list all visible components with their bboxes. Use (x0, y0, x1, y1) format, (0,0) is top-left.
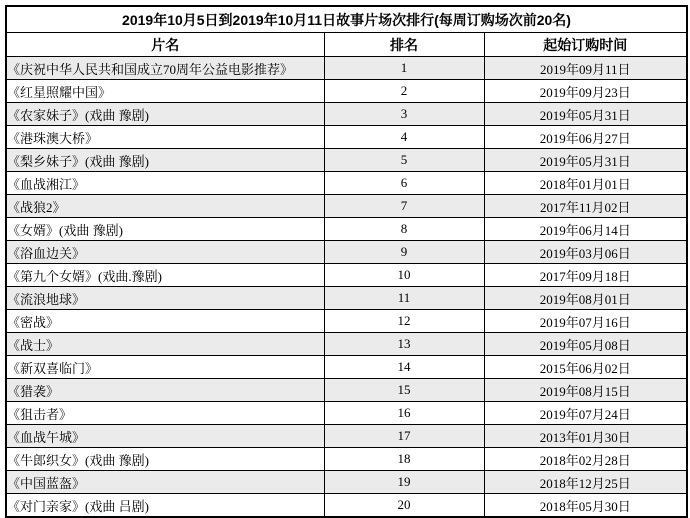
film-name-cell: 《港珠澳大桥》 (6, 126, 324, 149)
table-row (6, 218, 687, 241)
rank-cell: 6 (324, 172, 484, 195)
film-name-cell: 《中国蓝盔》 (6, 471, 324, 494)
rank-cell: 16 (324, 402, 484, 425)
film-rank-table (5, 5, 688, 518)
rank-cell: 10 (324, 264, 484, 287)
film-name-cell: 《战士》 (6, 333, 324, 356)
table-row (6, 310, 687, 333)
table-row (6, 103, 687, 126)
rank-cell: 9 (324, 241, 484, 264)
film-name-cell: 《血战湘江》 (6, 172, 324, 195)
rank-cell: 20 (324, 494, 484, 518)
film-name-cell: 《牛郎织女》(戏曲 豫剧) (6, 448, 324, 471)
table-title-row (6, 6, 687, 33)
rank-cell: 13 (324, 333, 484, 356)
date-cell: 2018年01月01日 (484, 172, 687, 195)
date-cell: 2019年09月23日 (484, 80, 687, 103)
table-row (6, 264, 687, 287)
rank-cell: 2 (324, 80, 484, 103)
film-name-cell: 《梨乡妹子》(戏曲 豫剧) (6, 149, 324, 172)
column-header-rank: 排名 (324, 33, 484, 57)
rank-cell: 5 (324, 149, 484, 172)
table-body (6, 57, 687, 518)
date-cell: 2019年05月31日 (484, 149, 687, 172)
film-name-cell: 《战狼2》 (6, 195, 324, 218)
rank-cell: 3 (324, 103, 484, 126)
film-name-cell: 《庆祝中华人民共和国成立70周年公益电影推荐》 (6, 57, 324, 80)
film-name-cell: 《新双喜临门》 (6, 356, 324, 379)
film-name-cell: 《红星照耀中国》 (6, 80, 324, 103)
film-name-cell: 《浴血边关》 (6, 241, 324, 264)
table-header-row (6, 33, 687, 57)
date-cell: 2018年12月25日 (484, 471, 687, 494)
date-cell: 2019年06月27日 (484, 126, 687, 149)
table-row (6, 80, 687, 103)
table-row (6, 356, 687, 379)
column-header-order-date: 起始订购时间 (484, 33, 687, 57)
rank-cell: 4 (324, 126, 484, 149)
table-row (6, 402, 687, 425)
rank-cell: 8 (324, 218, 484, 241)
table-row (6, 149, 687, 172)
table-row (6, 57, 687, 80)
table-row (6, 333, 687, 356)
film-name-cell: 《农家妹子》(戏曲 豫剧) (6, 103, 324, 126)
film-name-cell: 《第九个女婿》(戏曲.豫剧) (6, 264, 324, 287)
table-row (6, 471, 687, 494)
rank-cell: 14 (324, 356, 484, 379)
rank-cell: 19 (324, 471, 484, 494)
table-title: 2019年10月5日到2019年10月11日故事片场次排行(每周订购场次前20名) (6, 6, 687, 33)
date-cell: 2019年06月14日 (484, 218, 687, 241)
rank-cell: 17 (324, 425, 484, 448)
date-cell: 2019年09月11日 (484, 57, 687, 80)
rank-cell: 11 (324, 287, 484, 310)
date-cell: 2017年11月02日 (484, 195, 687, 218)
date-cell: 2019年03月06日 (484, 241, 687, 264)
rank-cell: 7 (324, 195, 484, 218)
film-name-cell: 《流浪地球》 (6, 287, 324, 310)
film-name-cell: 《狙击者》 (6, 402, 324, 425)
film-name-cell: 《密战》 (6, 310, 324, 333)
table-row (6, 241, 687, 264)
film-name-cell: 《对门亲家》(戏曲 吕剧) (6, 494, 324, 518)
date-cell: 2019年05月31日 (484, 103, 687, 126)
table-row (6, 172, 687, 195)
film-name-cell: 《猎袭》 (6, 379, 324, 402)
date-cell: 2018年05月30日 (484, 494, 687, 518)
date-cell: 2019年07月16日 (484, 310, 687, 333)
table-row (6, 494, 687, 518)
film-name-cell: 《血战午城》 (6, 425, 324, 448)
date-cell: 2013年01月30日 (484, 425, 687, 448)
table-row (6, 425, 687, 448)
rank-cell: 18 (324, 448, 484, 471)
date-cell: 2019年08月01日 (484, 287, 687, 310)
table-row (6, 379, 687, 402)
column-header-film-name: 片名 (6, 33, 324, 57)
table-row (6, 287, 687, 310)
date-cell: 2019年07月24日 (484, 402, 687, 425)
table-row (6, 195, 687, 218)
rank-cell: 12 (324, 310, 484, 333)
date-cell: 2019年05月08日 (484, 333, 687, 356)
table-row (6, 448, 687, 471)
table-row (6, 126, 687, 149)
film-name-cell: 《女婿》(戏曲 豫剧) (6, 218, 324, 241)
rank-cell: 15 (324, 379, 484, 402)
date-cell: 2018年02月28日 (484, 448, 687, 471)
date-cell: 2015年06月02日 (484, 356, 687, 379)
date-cell: 2019年08月15日 (484, 379, 687, 402)
date-cell: 2017年09月18日 (484, 264, 687, 287)
rank-cell: 1 (324, 57, 484, 80)
